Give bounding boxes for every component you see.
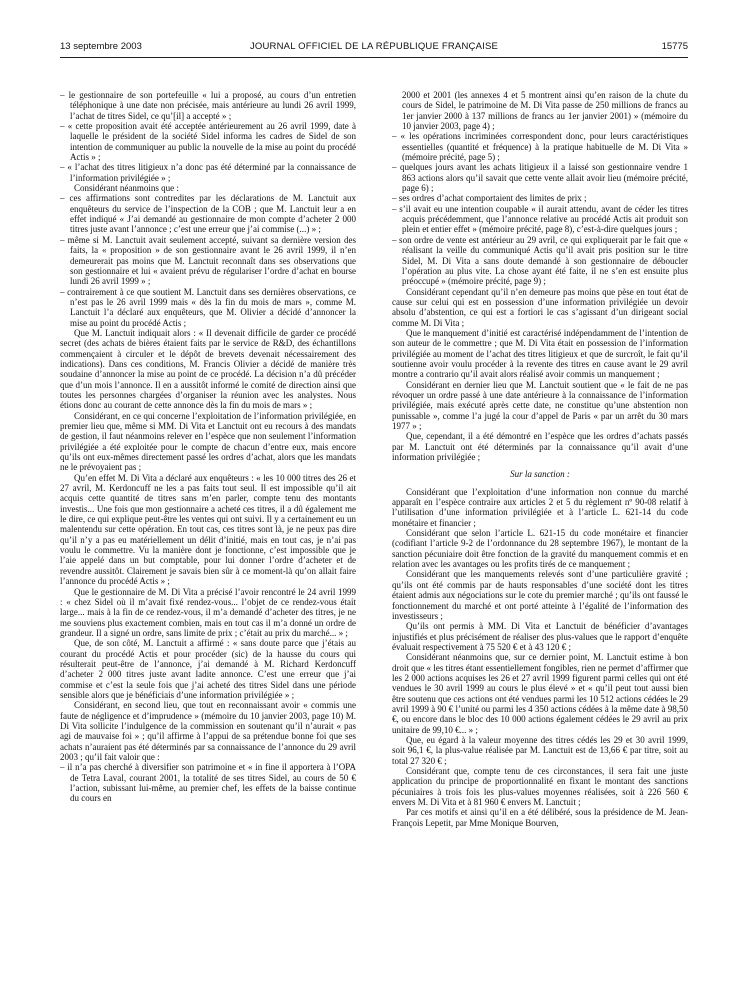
bullet-item: – « l’achat des titres litigieux n’a donc pas été déterminé par la connaissance de l’information privilégiée » ;: [60, 162, 356, 183]
bullet-item: – il n’a pas cherché à diversifier son patrimoine et « in fine il apportera à l’OPA de Tetra Laval, courant 2001, la totalité de ses titres Sidel, au cours de 50 € l’action, subissant lui-même, au premier chef, les effets de la baisse continue du cours en: [60, 762, 356, 804]
journal-title: JOURNAL OFFICIEL DE LA RÉPUBLIQUE FRANÇAISE: [249, 41, 499, 52]
paragraph: Que, eu égard à la valeur moyenne des titres cédés les 29 et 30 avril 1999, soit 96,1 €, la plus-value réalisée par M. Lanctuit est de 13,66 € par titre, soit au total 27 320 € ;: [392, 734, 688, 766]
paragraph: Considérant néanmoins que :: [74, 183, 179, 194]
bullet-item: – même si M. Lanctuit avait seulement accepté, suivant sa dernière version des faits, la « proposition » de son gestionnaire avant le 26 avril 1999, il n’en demeurerait pas moins que M. Lanctuit reconnaît dans ses observations que son gestionnaire et lui « avaient prévu de régulariser l’ordre d’achat en bourse lundi 26 avril 1999 » ;: [60, 234, 356, 287]
paragraph: Qu’ils ont permis à MM. Di Vita et Lanctuit de bénéficier d’avantages injustifiés et plus précisément de réaliser des plus-values que le rapport d’enquête évaluait respectivement à 75 520 € et à 43 120 € ;: [392, 621, 688, 652]
paragraph: Qu’en effet M. Di Vita a déclaré aux enquêteurs : « les 10 000 titres des 26 et 27 avril, M. Kerdoncuff ne les a pas faits tout seul. Il est impossible qu’il ait acquis cette quantité de titres sans m’en parler, compte tenu des montants investis... Une fois que mon gestionnaire a acheté ces titres, il a dû également me le dire, ce qui explique peut-être les ventes qui ont suivi. Il y a certainement eu un malentendu sur cette opération. En tout cas, ces titres sont là, je ne peux pas dire qu’il n’y a pas eu matériellement un délit d’initié, mais en tout cas, je n’ai pas voulu le commettre. Vu la manière dont je fonctionne, c’est impossible que je l’aie appelé dans un but comptable, pour lui donner l’ordre d’acheter et de revendre aussitôt. Clairement je savais bien sûr à ce moment-là qu’on allait faire l’annonce du procédé Actis » ;: [60, 472, 356, 587]
paragraph: Que le gestionnaire de M. Di Vita a précisé l’avoir rencontré le 24 avril 1999 : « chez Sidel où il m’avait fixé rendez-vous... l’objet de ce rendez-vous était large... mais à la fin de ce rendez-vous, il m’a demandé d’acheter des titres, je ne me souviens plus exactement combien, mais en tout cas il m’a donné un ordre de grandeur. Il a signé un ordre, sans limite de prix ; c’était au prix du marché... » ;: [60, 586, 356, 638]
paragraph: Par ces motifs et ainsi qu’il en a été délibéré, sous la présidence de M. Jean-François Lepetit, par Mme Monique Bourven,: [392, 807, 688, 828]
paragraph: Considérant cependant qu’il n’en demeure pas moins que pèse en tout état de cause sur celui qui est en possession d’une information privilégiée un devoir absolu d’abstention, ce qui est a fortiori le cas s’agissant d’un dirigeant social comme M. Di Vita ;: [392, 286, 688, 328]
paragraph: 2000 et 2001 (les annexes 4 et 5 montrent ainsi qu’en raison de la chute du cours de Sidel, le patrimoine de M. Di Vita passe de 250 millions de francs au 1er janvier 2000 à 137 millions de francs au 1er janvier 2001) » (mémoire du 10 janvier 2003, page 4) ;: [402, 90, 688, 132]
bullet-item: – s’il avait eu une intention coupable « il aurait attendu, avant de céder les titres acquis précédemment, que l’annonce relative au procédé Actis ait produit son plein et entier effet » (mémoire précité, page 8), c’est-à-dire quelques jours ;: [392, 203, 688, 235]
paragraph: Considérant que, compte tenu de ces circonstances, il sera fait une juste application du principe de proportionnalité en fixant le montant des sanctions pécuniaires à trois fois les plus-values moyennes réalisées, soit à 226 560 € envers M. Di Vita et à 81 960 € envers M. Lanctuit ;: [392, 766, 688, 808]
paragraph: Considérant, en ce qui concerne l’exploitation de l’information privilégiée, en premier lieu que, même si MM. Di Vita et Lanctuit ont eu recours à des mandats de gestion, il faut néanmoins relever en l’espèce que non seulement l’information privilégiée a été exploitée pour le compte de chacun d’entre eux, mais encore qu’ils ont eux-mêmes directement passé les ordres d’achat, alors que les mandats ne le prévoyaient pas ;: [60, 410, 356, 473]
paragraph: Que, cependant, il a été démontré en l’espèce que les ordres d’achats passés par M. Lanctuit ont été déterminés par la connaissance qu’il avait d’une information privilégiée ;: [392, 431, 688, 463]
right-column: [392, 90, 688, 828]
bullet-item: – ses ordres d’achat comportaient des limites de prix ;: [392, 193, 587, 204]
paragraph: Que M. Lanctuit indiquait alors : « Il devenait difficile de garder ce procédé secret (des achats de bières étaient faits par le service de R&D, des échantillons commençaient à circuler et le dépôt de brevets devenait nécessairement des indications). Dans ces conditions, M. Francis Olivier a décidé de manière très soudaine d’annoncer la mise au point de ce procédé. La décision n’a dû précéder que d’un mois l’annonce. Il en a aussitôt informé le comité de direction ainsi que toutes les personnes chargées d’organiser la réunion avec les analystes. Nous étions donc au courant de cette annonce dès la fin du mois de mars » ;: [60, 327, 356, 411]
bullet-item: – son ordre de vente est antérieur au 29 avril, ce qui expliquerait par le fait que « réalisant la veille du communiqué Actis qu’il avait pris position sur le titre Sidel, M. Di Vita a sans doute demandé à son gestionnaire de déboucler l’opération au plus vite. La chose ayant été faite, il ne s’en est ensuite plus préoccupé » (mémoire précité, page 9) ;: [392, 234, 688, 287]
bullet-item: – contrairement à ce que soutient M. Lanctuit dans ses dernières observations, ce n’est pas le 26 avril 1999 mais « dès la fin du mois de mars », comme M. Lanctuit l’a déclaré aux enquêteurs, que M. Olivier a décidé d’annoncer la mise au point du procédé Actis ;: [60, 286, 356, 328]
bullet-item: – « les opérations incriminées correspondent donc, pour leurs caractéristiques essentielles (quantité et fréquence) à la pratique habituelle de M. Di Vita » (mémoire précité, page 5) ;: [392, 131, 688, 163]
page-header: [60, 41, 688, 55]
paragraph: Considérant que les manquements relevés sont d’une particulière gravité ; qu’ils ont été commis par de hauts responsables d’une société dont les titres étaient admis aux négociations sur le cote du premier marché ; qu’ils ont faussé le fonctionnement du marché et ont porté atteinte à l’égalité de l’information des investisseurs ;: [392, 569, 688, 621]
paragraph: Considérant néanmoins que, sur ce dernier point, M. Lanctuit estime à bon droit que « les titres étant essentiellement fongibles, rien ne permet d’affirmer que les 2 000 actions acquises les 26 et 27 avril 1999 figurent parmi celles qui ont été vendues le 30 avril 1999 au cours le plus élevé » et « qu’il peut tout aussi bien être soutenu que ces actions ont été vendues parmi les 10 512 actions cédées le 29 avril 1999 à 90 € l’unité ou parmi les 4 350 actions cédées à la même date à 98,50 €, ou encore dans le bloc des 10 000 actions également cédées le 29 avril au prix unitaire de 99,10 €... » ;: [392, 652, 688, 735]
paragraph: Considérant, en second lieu, que tout en reconnaissant avoir « commis une faute de négligence et d’imprudence » (mémoire du 10 janvier 2003, page 10) M. Di Vita sollicite l’indulgence de la commission en soutenant qu’il n’aurait « pas agi de mauvaise foi » ; qu’il affirme à l’appui de sa prétendue bonne foi que ses achats n’auraient pas été déterminés par sa connaissance de l’annonce du 29 avril 2003 ; qu’il fait valoir que :: [60, 700, 356, 762]
section-heading: Sur la sanction :: [510, 469, 570, 480]
issue-date: 13 septembre 2003: [60, 41, 142, 52]
paragraph: Considérant que l’exploitation d’une information non connue du marché apparaît en l’espèce contraire aux articles 2 et 5 du règlement nº 90-08 relatif à l’utilisation d’une information privilégiée et à l’article L. 621-14 du code monétaire et financier ;: [392, 486, 688, 528]
paragraph: Que, de son côté, M. Lanctuit a affirmé : « sans doute parce que j’étais au courant du procédé Actis et pour procéder (sic) de la hausse du cours qui résulterait peut-être de l’annonce, j’ai demandé à M. Richard Kerdoncuff d’acheter 2 000 titres juste avant ladite annonce. C’est une erreur que j’ai commise et c’est la seule fois que j’ai acheté des titres Sidel dans une période sensible alors que je bénéficiais d’une information privilégiée » ;: [60, 638, 356, 700]
header-rule: [60, 57, 688, 58]
bullet-item: – « cette proposition avait été acceptée antérieurement au 26 avril 1999, date à laquelle le président de la société Sidel informa les cadres de Sidel de son intention de communiquer au public la nouvelle de la mise au point du procédé Actis » ;: [60, 121, 356, 163]
left-column: [60, 90, 356, 804]
bullet-item: – ces affirmations sont contredites par les déclarations de M. Lanctuit aux enquêteurs du service de l’inspection de la COB ; que M. Lanctuit leur a en effet indiqué « J’ai demandé au gestionnaire de mon compte d’acheter 2 000 titres juste avant l’annonce ; c’est une erreur que j’ai commise (...) » ;: [60, 193, 356, 235]
paragraph: Considérant que selon l’article L. 621-15 du code monétaire et financier (codifiant l’article 9-2 de l’ordonnance du 28 septembre 1967), le montant de la sanction pécuniaire doit être fonction de la gravité du manquement commis et en relation avec les avantages ou les profits tirés de ce manquement ;: [392, 528, 688, 570]
page-number: 15775: [661, 41, 688, 52]
paragraph: Considérant en dernier lieu que M. Lanctuit soutient que « le fait de ne pas révoquer un ordre passé à une date antérieure à la connaissance de l’information privilégiée, mais exécuté après cette date, ne constitue qu’une abstention non punissable », comme l’a jugé la cour d’appel de Paris « par un arrêt du 30 mars 1977 » ;: [392, 379, 688, 431]
bullet-item: – le gestionnaire de son portefeuille « lui a proposé, au cours d’un entretien téléphonique à une date non précisée, mais antérieure au lundi 26 avril 1999, l’achat de titres Sidel, ce qu’[il] a accepté » ;: [60, 90, 356, 121]
paragraph: Que le manquement d’initié est caractérisé indépendamment de l’intention de son auteur de le commettre ; que M. Di Vita était en possession de l’information privilégiée au moment de l’achat des titres litigieux et que de surcroît, le fait qu’il soutienne avoir voulu procéder à la revente des titres en cause avant le 29 avril montre a contrario qu’il avait alors réalisé avoir commis un manquement ;: [392, 327, 688, 380]
bullet-item: – quelques jours avant les achats litigieux il a laissé son gestionnaire vendre 1 863 actions alors qu’il savait que cette vente allait avoir lieu (mémoire précité, page 6) ;: [392, 162, 688, 194]
